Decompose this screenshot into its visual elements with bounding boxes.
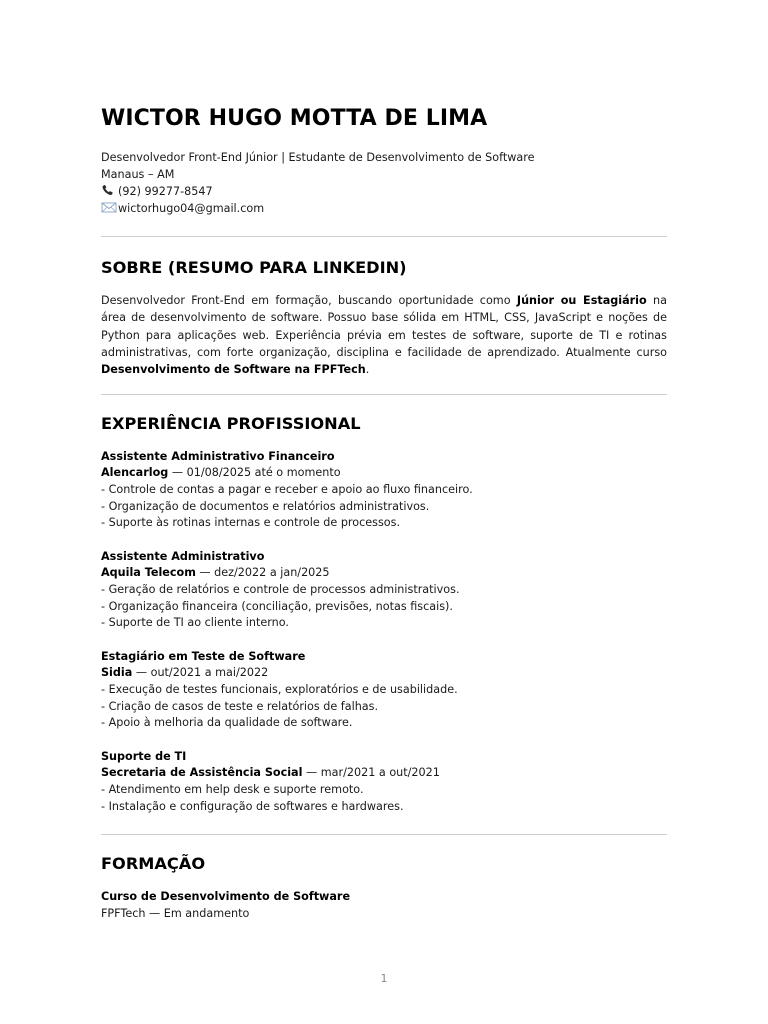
job-company-line [101, 665, 667, 682]
job-company: Sidia [101, 666, 133, 680]
contact-block [101, 149, 667, 217]
job-company-line [101, 565, 667, 582]
job-bullet: - Suporte às rotinas internas e controle de processos. [101, 516, 401, 530]
job-entry [101, 749, 667, 815]
email-line [101, 200, 667, 217]
education-course: Curso de Desenvolvimento de Software [101, 890, 351, 904]
job-company-line [101, 465, 667, 482]
resume-page [101, 104, 667, 922]
job-period: — mar/2021 a out/2021 [302, 766, 440, 780]
job-bullet: - Criação de casos de teste e relatórios de falhas. [101, 699, 379, 713]
job-role: Assistente Administrativo [101, 549, 265, 563]
email-address[interactable]: wictorhugo04@gmail.com [118, 202, 265, 216]
phone-icon [101, 184, 117, 196]
job-bullet: - Geração de relatórios e controle de processos administrativos. [101, 583, 460, 596]
phone-number: (92) 99277-8547 [118, 185, 213, 199]
location: Manaus – AM [101, 168, 175, 182]
job-period: — out/2021 a mai/2022 [132, 666, 269, 680]
job-company: Secretaria de Assistência Social [101, 766, 303, 780]
phone-line [101, 183, 667, 200]
job-bullet: - Organização financeira (conciliação, previsões, notas fiscais). [101, 599, 453, 613]
job-company: Aquila Telecom [101, 566, 196, 580]
job-bullet: - Instalação e configuração de softwares e hardwares. [101, 799, 404, 813]
headline: Desenvolvedor Front-End Júnior | Estudante de Desenvolvimento de Software [101, 151, 535, 164]
education-entry [101, 889, 667, 922]
section-title-education: FORMAÇÃO [101, 854, 206, 874]
job-company: Alencarlog [101, 466, 169, 480]
about-summary: Desenvolvedor Front-End em formação, buscando oportunidade como Júnior ou Estagiário na área de desenvolvimento de software. Possuo base sólida em HTML, CSS, JavaScript e noções de Python para aplicações web. Experiência prévia em testes de software, suporte de TI e rotinas administrativas, com forte organização, disciplina e facilidade de aprendizado. Atualmente curso Desenvolvimento de Software na FPFTech. [101, 294, 667, 376]
divider [101, 236, 667, 237]
education-institution: FPFTech — Em andamento [101, 906, 250, 920]
divider [101, 394, 667, 395]
job-role: Estagiário em Teste de Software [101, 649, 306, 663]
job-company-line [101, 765, 667, 782]
page-number: 1 [380, 972, 388, 985]
envelope-icon [101, 201, 117, 213]
job-bullet: - Controle de contas a pagar e receber e apoio ao fluxo financeiro. [101, 483, 473, 497]
job-entry [101, 449, 667, 532]
candidate-name: WICTOR HUGO MOTTA DE LIMA [101, 106, 488, 131]
job-bullet: - Suporte de TI ao cliente interno. [101, 616, 289, 630]
job-entry [101, 649, 667, 732]
job-bullet: - Execução de testes funcionais, exploratórios e de usabilidade. [101, 682, 458, 696]
job-role: Suporte de TI [101, 749, 187, 763]
job-bullet: - Atendimento em help desk e suporte remoto. [101, 782, 364, 796]
job-bullet: - Organização de documentos e relatórios administrativos. [101, 499, 430, 513]
divider [101, 834, 667, 835]
job-role: Assistente Administrativo Financeiro [101, 449, 335, 463]
section-title-about: SOBRE (RESUMO PARA LINKEDIN) [101, 258, 407, 278]
job-period: — 01/08/2025 até o momento [168, 466, 341, 480]
job-entry [101, 549, 667, 632]
job-bullet: - Apoio à melhoria da qualidade de software. [101, 716, 353, 730]
section-title-experience: EXPERIÊNCIA PROFISSIONAL [101, 413, 361, 433]
job-period: — dez/2022 a jan/2025 [195, 566, 330, 580]
